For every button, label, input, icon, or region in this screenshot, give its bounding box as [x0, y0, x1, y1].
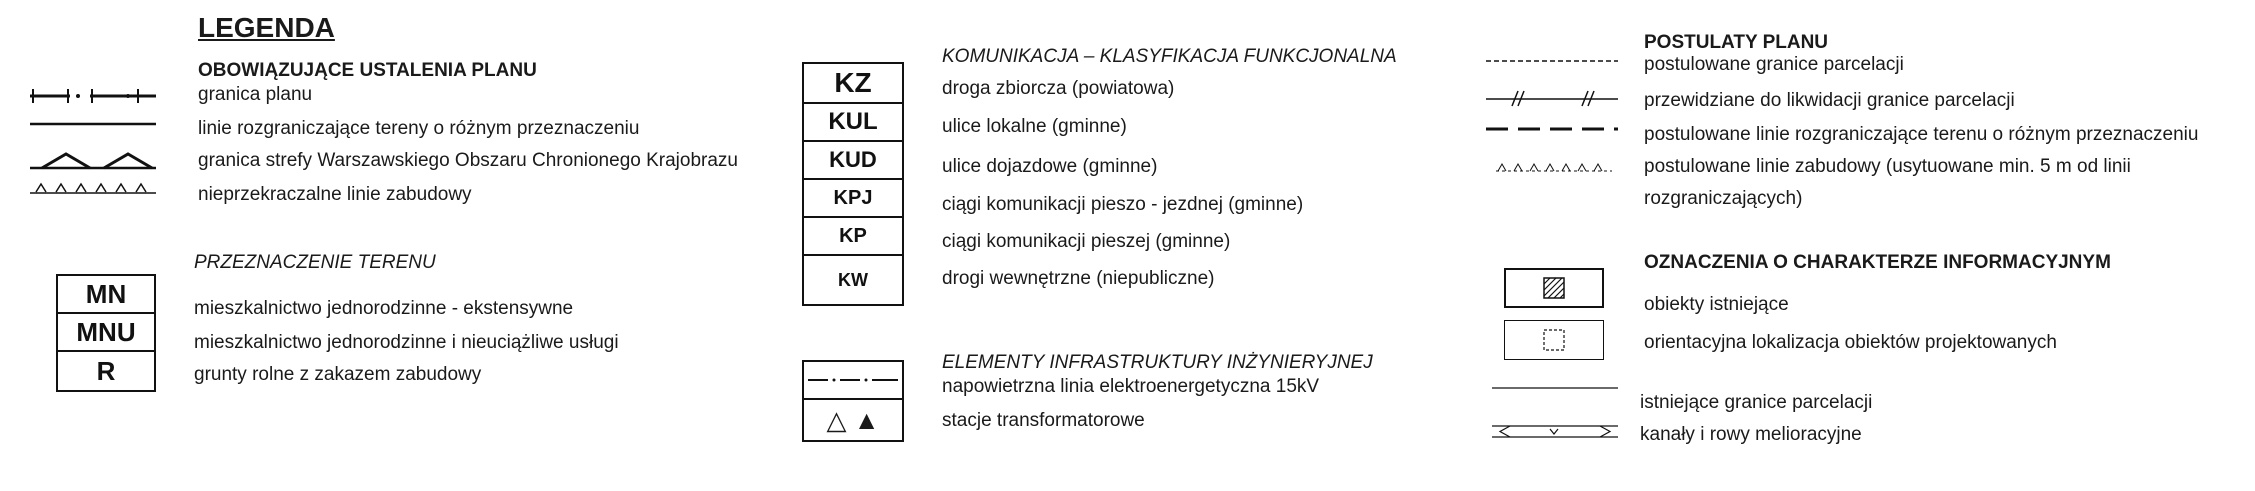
communication-heading: KOMUNIKACJA – KLASYFIKACJA FUNKCJONALNA — [942, 46, 1397, 67]
existing-objects-box — [1504, 268, 1604, 308]
land-use-label-r: grunty rolne z zakazem zabudowy — [194, 364, 482, 385]
projected-object-dashed-icon — [1542, 328, 1566, 352]
plan-boundary-label: granica planu — [198, 84, 313, 105]
power-line-box — [802, 360, 904, 400]
proposed-dividing-line-label: postulowane linie rozgraniczające terenu o różnym przeznaczeniu — [1644, 124, 2199, 145]
postulates-heading: POSTULATY PLANU — [1644, 32, 1829, 53]
comm-code-kpj: KPJ — [802, 178, 904, 218]
building-line-label: nieprzekraczalne linie zabudowy — [198, 184, 472, 205]
comm-label-kud: ulice dojazdowe (gminne) — [942, 156, 1158, 177]
parcel-removal-symbol — [1484, 88, 1620, 110]
protected-zone-label: granica strefy Warszawskiego Obszaru Chronionego Krajobrazu — [198, 150, 738, 171]
land-use-code-mnu: MNU — [56, 312, 156, 352]
proposed-building-line-label: postulowane linie zabudowy (usytuowane min. 5 m od linii — [1644, 156, 2131, 177]
transformer-station-symbols: △ ▲ — [802, 398, 904, 442]
proposed-dividing-line-symbol — [1484, 124, 1620, 134]
protected-zone-symbol — [28, 148, 160, 172]
projected-objects-label: orientacyjna lokalizacja obiektów projektowanych — [1644, 332, 2057, 353]
proposed-building-line-symbol — [1494, 158, 1614, 174]
land-use-label-mnu: mieszkalnictwo jednorodzinne i nieuciążliwe usługi — [194, 332, 619, 353]
comm-code-kz: KZ — [802, 62, 904, 104]
existing-parcel-boundary-symbol — [1490, 384, 1620, 392]
projected-objects-box — [1504, 320, 1604, 360]
power-line-symbol — [804, 362, 902, 398]
comm-code-kp: KP — [802, 216, 904, 256]
drainage-ditch-symbol — [1490, 422, 1620, 442]
proposed-parcel-boundary-label: postulowane granice parcelacji — [1644, 54, 1904, 75]
informational-heading: OZNACZENIA O CHARAKTERZE INFORMACYJNYM — [1644, 252, 2111, 273]
drainage-ditch-label: kanały i rowy melioracyjne — [1640, 424, 1862, 445]
power-line-label: napowietrzna linia elektroenergetyczna 15kV — [942, 376, 1320, 397]
land-use-code-r: R — [56, 350, 156, 392]
land-use-code-mn: MN — [56, 274, 156, 314]
parcel-removal-label: przewidziane do likwidacji granice parcelacji — [1644, 90, 2015, 111]
transformer-station-label: stacje transformatorowe — [942, 410, 1145, 431]
dividing-line-symbol — [28, 118, 160, 130]
proposed-parcel-boundary-symbol — [1484, 56, 1620, 66]
land-use-heading: PRZEZNACZENIE TERENU — [194, 252, 436, 273]
comm-label-kpj: ciągi komunikacji pieszo - jezdnej (gminne) — [942, 194, 1304, 215]
comm-label-kp: ciągi komunikacji pieszej (gminne) — [942, 231, 1231, 252]
existing-object-hatch-icon — [1543, 277, 1565, 299]
comm-code-kw: KW — [802, 254, 904, 306]
existing-parcel-boundary-label: istniejące granice parcelacji — [1640, 392, 1873, 413]
comm-label-kz: droga zbiorcza (powiatowa) — [942, 78, 1175, 99]
comm-label-kw: drogi wewnętrzne (niepubliczne) — [942, 268, 1215, 289]
legend-title: LEGENDA — [198, 12, 335, 43]
comm-label-kul: ulice lokalne (gminne) — [942, 116, 1127, 137]
proposed-building-line-label-cont: rozgraniczających) — [1644, 188, 1803, 209]
existing-objects-label: obiekty istniejące — [1644, 294, 1789, 315]
plan-boundary-symbol — [28, 85, 160, 107]
dividing-line-label: linie rozgraniczające tereny o różnym przeznaczeniu — [198, 118, 640, 139]
infrastructure-heading: ELEMENTY INFRASTRUKTURY INŻYNIERYJNEJ — [942, 352, 1373, 373]
comm-code-kul: KUL — [802, 102, 904, 142]
building-line-symbol — [28, 178, 160, 196]
mandatory-heading: OBOWIĄZUJĄCE USTALENIA PLANU — [198, 60, 537, 81]
comm-code-kud: KUD — [802, 140, 904, 180]
land-use-label-mn: mieszkalnictwo jednorodzinne - ekstensywne — [194, 298, 574, 319]
